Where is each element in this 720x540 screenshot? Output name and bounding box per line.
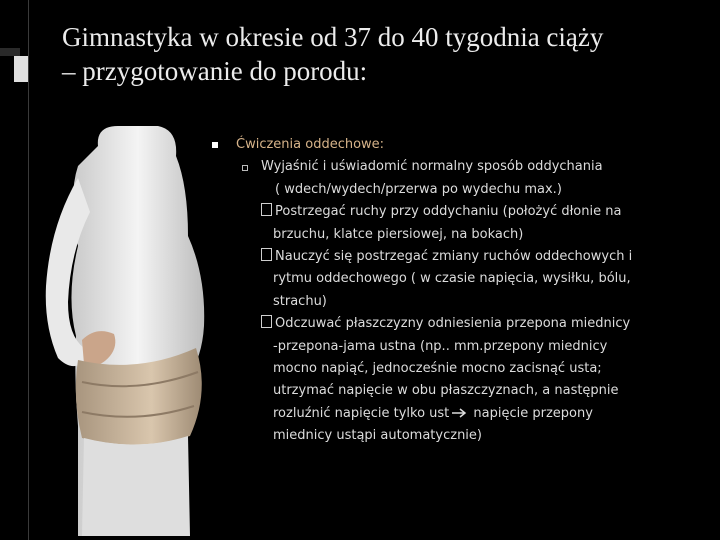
right-arrow-icon — [451, 407, 467, 419]
pregnant-woman-photo — [38, 126, 216, 536]
list-item — [212, 313, 702, 335]
list-item-text: Postrzegać ruchy przy oddychaniu (położyć dłonie na — [275, 204, 622, 220]
sub-bullet-text-1: Wyjaśnić i uświadomić normalny sposób oddychania — [261, 159, 603, 175]
list-item-continuation: rytmu oddechowego ( w czasie napięcia, wysiłku, bólu, — [273, 271, 631, 287]
list-item-continuation: mocno napiąć, jednocześnie mocno zacisnąć usta; — [273, 361, 602, 377]
list-item-continuation: utrzymać napięcie w obu płaszczyznach, a następnie — [273, 383, 619, 399]
square-bullet-icon — [212, 142, 218, 148]
slide-content — [212, 134, 702, 448]
list-item-text-b: napięcie przepony — [469, 405, 593, 421]
hollow-square-bullet-icon — [242, 165, 248, 171]
list-item-text: Odczuwać płaszczyzny odniesienia przepona miednicy — [275, 316, 631, 332]
bullet-heading — [212, 134, 702, 156]
checkbox-glyph-icon — [261, 315, 272, 328]
slide-title-line-1: Gimnastyka w okresie od 37 do 40 tygodnia ciąży — [62, 22, 604, 52]
list-item-text-a: rozluźnić napięcie tylko ust — [273, 405, 450, 421]
list-item-continuation: strachu) — [273, 293, 327, 309]
list-item-continuation-with-arrow — [212, 403, 702, 425]
decorative-block — [14, 56, 28, 82]
list-item — [212, 201, 702, 223]
sub-bullet — [212, 156, 702, 178]
decorative-bar — [0, 48, 20, 56]
left-divider-line — [28, 0, 29, 540]
sub-bullet-text-2: ( wdech/wydech/przerwa po wydechu max.) — [275, 181, 562, 197]
slide-title-line-2: – przygotowanie do porodu: — [62, 56, 368, 86]
list-item-continuation: -przepona-jama ustna (np.. mm.przepony miednicy — [273, 338, 608, 354]
list-item-text: Nauczyć się postrzegać zmiany ruchów oddechowych i — [275, 249, 633, 265]
list-item-continuation: miednicy ustąpi automatycznie) — [273, 428, 482, 444]
checkbox-glyph-icon — [261, 248, 272, 261]
heading-text: Ćwiczenia oddechowe: — [236, 137, 385, 152]
slide-title — [62, 20, 702, 88]
list-item — [212, 246, 702, 268]
list-item-continuation: brzuchu, klatce piersiowej, na bokach) — [273, 226, 524, 242]
checkbox-glyph-icon — [261, 203, 272, 216]
